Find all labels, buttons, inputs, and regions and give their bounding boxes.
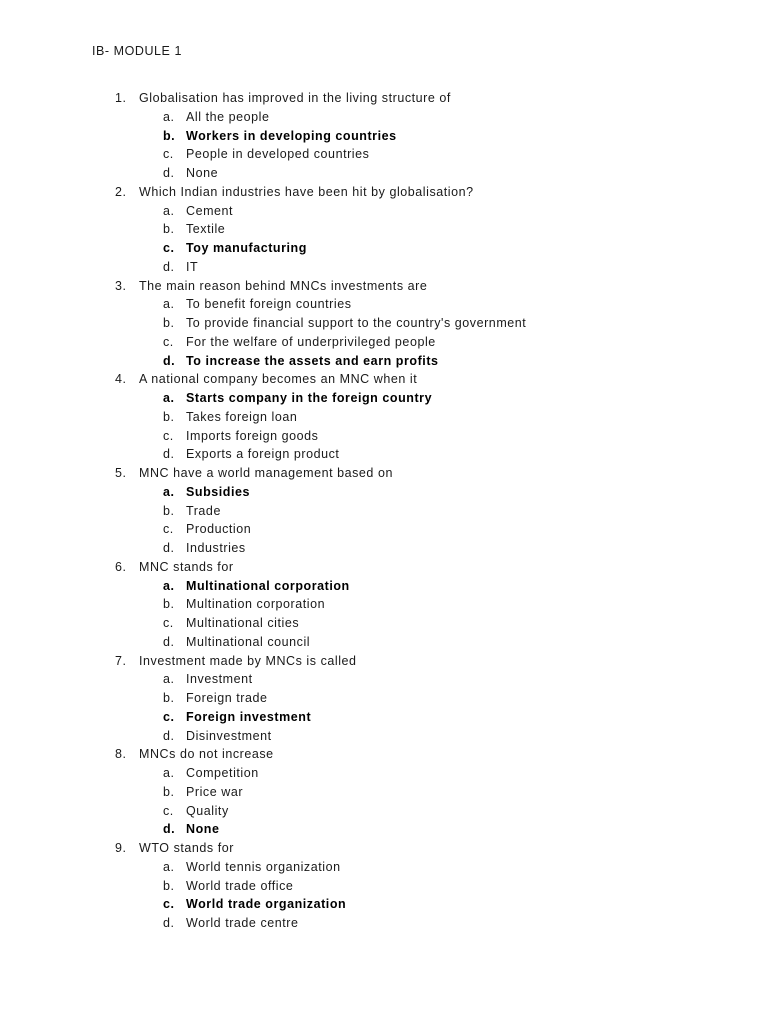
page-title: IB- MODULE 1 — [92, 44, 182, 58]
option-letter: c. — [163, 241, 175, 255]
answer-option — [0, 689, 768, 708]
option-letter: b. — [163, 597, 175, 612]
question-item — [0, 745, 768, 839]
option-text: Textile — [186, 222, 226, 237]
option-text: Foreign trade — [186, 691, 268, 705]
question-number: 1. — [115, 91, 127, 105]
answer-option — [0, 539, 768, 558]
option-letter: c. — [163, 803, 174, 818]
option-text: Quality — [186, 803, 229, 818]
question-number: 9. — [115, 841, 127, 855]
correct-answer-option — [0, 483, 768, 502]
option-letter: d. — [163, 353, 176, 368]
answer-option — [0, 295, 768, 314]
answer-option — [0, 164, 768, 183]
option-text: Multinational cities — [186, 616, 300, 630]
question-number: 6. — [115, 559, 127, 574]
option-text: Exports a foreign product — [186, 447, 340, 462]
option-letter: d. — [163, 634, 175, 649]
option-letter: d. — [163, 822, 176, 837]
question-text: MNC have a world management based on — [139, 466, 393, 480]
option-text: Price war — [186, 784, 244, 799]
correct-answer-option — [0, 127, 768, 146]
option-letter: d. — [163, 166, 175, 180]
option-letter: d. — [163, 447, 175, 462]
question-row — [0, 558, 768, 577]
option-text: Investment — [186, 672, 253, 687]
question-number: 7. — [115, 653, 127, 668]
option-text: World tennis organization — [186, 859, 341, 874]
option-text: Toy manufacturing — [186, 241, 307, 255]
option-text: IT — [186, 259, 199, 274]
option-text: Starts company in the foreign country — [186, 391, 433, 405]
answer-option — [0, 202, 768, 221]
option-text: Multinational council — [186, 634, 311, 649]
option-text: To benefit foreign countries — [186, 297, 352, 312]
question-row — [0, 652, 768, 671]
question-number: 8. — [115, 747, 127, 762]
option-letter: b. — [163, 222, 175, 237]
question-item — [0, 89, 768, 183]
answer-option — [0, 445, 768, 464]
question-row — [0, 464, 768, 483]
option-text: Foreign investment — [186, 709, 312, 724]
option-letter: a. — [163, 203, 175, 218]
option-letter: a. — [163, 391, 175, 405]
option-letter: b. — [163, 503, 175, 518]
answer-option — [0, 145, 768, 164]
correct-answer-option — [0, 577, 768, 596]
option-letter: c. — [163, 147, 174, 162]
option-text: World trade organization — [186, 897, 347, 912]
answer-option — [0, 520, 768, 539]
option-text: Competition — [186, 766, 259, 780]
option-letter: a. — [163, 109, 175, 124]
question-text: Which Indian industries have been hit by globalisation? — [139, 184, 474, 199]
option-letter: d. — [163, 541, 175, 555]
answer-option — [0, 764, 768, 783]
answer-option — [0, 633, 768, 652]
question-item — [0, 558, 768, 652]
option-letter: a. — [163, 484, 175, 499]
option-text: All the people — [186, 109, 270, 124]
option-letter: d. — [163, 916, 175, 930]
option-text: Production — [186, 522, 252, 537]
question-item — [0, 370, 768, 464]
answer-option — [0, 670, 768, 689]
option-text: Subsidies — [186, 484, 250, 499]
option-text: Cement — [186, 203, 234, 218]
question-row — [0, 277, 768, 296]
option-text: None — [186, 166, 219, 180]
option-letter: a. — [163, 578, 175, 593]
option-letter: b. — [163, 878, 175, 893]
question-list — [0, 89, 768, 933]
answer-option — [0, 108, 768, 127]
answer-option — [0, 314, 768, 333]
question-item — [0, 183, 768, 277]
question-row — [0, 370, 768, 389]
option-text: Industries — [186, 541, 246, 555]
question-text: MNCs do not increase — [139, 747, 274, 762]
correct-answer-option — [0, 820, 768, 839]
option-letter: c. — [163, 428, 174, 443]
option-text: Imports foreign goods — [186, 428, 319, 443]
question-number: 2. — [115, 184, 127, 199]
question-row — [0, 839, 768, 858]
question-item — [0, 464, 768, 558]
answer-option — [0, 333, 768, 352]
option-letter: b. — [163, 128, 176, 143]
question-text: The main reason behind MNCs investments are — [139, 278, 428, 293]
option-letter: c. — [163, 897, 175, 912]
answer-option — [0, 802, 768, 821]
question-item — [0, 839, 768, 933]
question-text: Globalisation has improved in the living structure of — [139, 91, 451, 105]
question-number: 5. — [115, 466, 127, 480]
option-text: For the welfare of underprivileged people — [186, 334, 436, 349]
correct-answer-option — [0, 708, 768, 727]
question-number: 4. — [115, 372, 127, 387]
option-text: None — [186, 822, 220, 837]
option-letter: d. — [163, 728, 175, 743]
answer-option — [0, 595, 768, 614]
correct-answer-option — [0, 895, 768, 914]
question-text: Investment made by MNCs is called — [139, 653, 357, 668]
option-letter: a. — [163, 766, 175, 780]
option-text: Workers in developing countries — [186, 128, 397, 143]
option-letter: b. — [163, 316, 175, 330]
option-text: World trade centre — [186, 916, 299, 930]
correct-answer-option — [0, 389, 768, 408]
question-text: WTO stands for — [139, 841, 234, 855]
option-text: Multination corporation — [186, 597, 326, 612]
option-letter: c. — [163, 616, 174, 630]
question-row — [0, 89, 768, 108]
answer-option — [0, 914, 768, 933]
correct-answer-option — [0, 352, 768, 371]
option-letter: a. — [163, 859, 175, 874]
option-letter: b. — [163, 784, 175, 799]
option-text: To increase the assets and earn profits — [186, 353, 439, 368]
answer-option — [0, 258, 768, 277]
option-text: Takes foreign loan — [186, 409, 298, 424]
option-text: Trade — [186, 503, 221, 518]
answer-option — [0, 502, 768, 521]
question-text: A national company becomes an MNC when it — [139, 372, 418, 387]
question-row — [0, 745, 768, 764]
question-item — [0, 652, 768, 746]
option-text: To provide financial support to the country's government — [186, 316, 527, 330]
option-text: People in developed countries — [186, 147, 370, 162]
option-letter: a. — [163, 297, 175, 312]
answer-option — [0, 858, 768, 877]
answer-option — [0, 783, 768, 802]
answer-option — [0, 220, 768, 239]
question-row — [0, 183, 768, 202]
answer-option — [0, 408, 768, 427]
option-text: Disinvestment — [186, 728, 272, 743]
answer-option — [0, 877, 768, 896]
question-item — [0, 277, 768, 371]
option-letter: c. — [163, 334, 174, 349]
option-letter: b. — [163, 691, 175, 705]
answer-option — [0, 727, 768, 746]
option-text: World trade office — [186, 878, 294, 893]
option-letter: a. — [163, 672, 175, 687]
correct-answer-option — [0, 239, 768, 258]
option-letter: d. — [163, 259, 175, 274]
answer-option — [0, 614, 768, 633]
question-text: MNC stands for — [139, 559, 234, 574]
option-letter: c. — [163, 522, 174, 537]
option-letter: c. — [163, 709, 175, 724]
question-number: 3. — [115, 278, 127, 293]
option-text: Multinational corporation — [186, 578, 350, 593]
option-letter: b. — [163, 409, 175, 424]
answer-option — [0, 427, 768, 446]
